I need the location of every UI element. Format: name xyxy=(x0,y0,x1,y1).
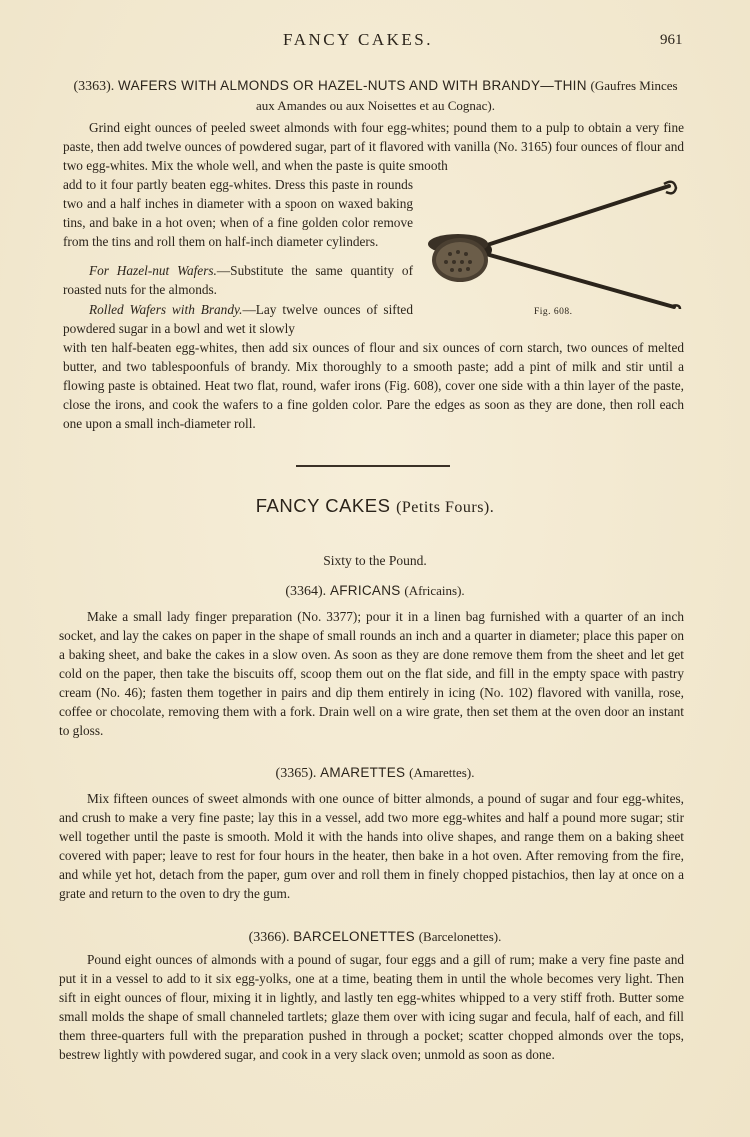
recipe-title: WAFERS WITH ALMONDS OR HAZEL-NUTS AND WITH BRANDY—THIN xyxy=(118,78,587,93)
section-title-french: (Petits Fours). xyxy=(396,499,495,516)
recipe-3366-heading xyxy=(0,929,750,946)
variant-text: —Substitute the same quantity of roasted nuts for the almonds. xyxy=(63,263,413,297)
recipe-3366-body: Pound eight ounces of almonds with a pound of sugar, four eggs and a gill of rum; make a very fine paste and put it in a vessel to add to it six egg-yolks, one at a time, beating them in until the whole becomes very light. Then sift in eight ounces of flour, mixing it in lightly, and lastly ten egg-whites whipped to a very stiff froth. Butter some small molds the shape of small channeled tartlets; glaze them over with icing sugar and fecula, half of each, and fill them three-quarters full with the preparation pushed in through a pocket; scatter chopped almonds over the tops, bestrew lightly with powdered sugar, and cook in a very slack oven; unmold as soon as done. xyxy=(59,952,684,1062)
recipe-3365-heading xyxy=(0,765,750,782)
recipe-french-title: (Africains). xyxy=(404,583,465,598)
recipe-3365-body: Mix fifteen ounces of sweet almonds with one ounce of bitter almonds, a pound of sugar and four egg-whites, and crush to make a very fine paste; lay this in a vessel, add two more egg-whites and half a pound more sugar; stir well together until the paste is smooth. Mold it with the hands into olive shapes, and range them on a baking sheet covered with paper; leave to rest for four hours in the heater, then bake in a hot oven. After removing from the fire, and while yet hot, detach from the paper, gum over and roll them in finely chopped pistachios, then lay at once on a grate and return to the oven to dry the gum. xyxy=(59,791,684,901)
section-yield: Sixty to the Pound. xyxy=(323,553,427,568)
recipe-3363-paragraph-1: Grind eight ounces of peeled sweet almonds with four egg-whites; pound them to a pulp to obtain a very fine paste, then add twelve ounces of powdered sugar, part of it flavored with vanilla (No. 3165) four ounces of flour and two egg-whites. Mix the whole well, and when the paste is quite smooth xyxy=(63,120,684,173)
recipe-3364-heading xyxy=(0,583,750,600)
recipe-french-title: (Amarettes). xyxy=(409,765,475,780)
recipe-title: AFRICANS xyxy=(329,583,401,598)
variant-text: —Lay twelve ounces of sifted powdered sugar in a bowl and wet it slowly xyxy=(63,302,413,336)
recipe-3363-brandy-variant xyxy=(63,300,413,338)
figure-caption: Fig. 608. xyxy=(534,307,573,317)
recipe-3364-body: Make a small lady finger preparation (No. 3377); pour it in a linen bag furnished with a quarter of an inch socket, and lay the cakes on paper in the shape of small rounds an inch and a quarter in diameter; place this paper on a baking sheet, and bake the cakes in a slow oven. As soon as they are done remove them from the sheet and let get cold on the paper, then take the biscuits off, scoop them out on the flat side, and fill in the empty space with pastry cream (No. 46); fasten them together in pairs and dip them entirely in icing (No. 102) flavored with vanilla, rose, coffee or chocolate, removing them with a fork. Drain well on a wire grate, then set them at the oven door an instant to gloss. xyxy=(59,609,684,738)
recipe-french-title: (Gaufres Minces aux Amandes ou aux Noisettes et au Cognac). xyxy=(256,78,678,113)
recipe-3363-heading xyxy=(63,76,688,115)
running-head xyxy=(0,30,750,54)
recipe-number: (3363). xyxy=(73,79,115,94)
section-divider xyxy=(296,465,450,467)
recipe-3363-brandy-variant-continued: with ten half-beaten egg-whites, then add six ounces of flour and six ounces of corn starch, two ounces of melted butter, and two tablespoonfuls of brandy. Mix thoroughly to a smooth paste; add a pint of milk and stir until a flowing paste is obtained. Heat two flat, round, wafer irons (Fig. 608), cover one side with a thin layer of the paste, close the irons, and cook the wafers to a fine golden color. Pare the edges as soon as they are done, then roll each one upon a small inch-diameter roll. xyxy=(63,340,684,431)
recipe-title: AMARETTES xyxy=(320,765,406,780)
recipe-title: BARCELONETTES xyxy=(293,929,415,944)
section-title-main: FANCY CAKES xyxy=(255,495,391,516)
variant-label: For Hazel-nut Wafers. xyxy=(89,263,217,278)
recipe-3363-hazelnut-variant xyxy=(63,261,413,299)
recipe-number: (3364). xyxy=(285,584,327,599)
running-title: FANCY CAKES. xyxy=(283,30,433,49)
page-number: 961 xyxy=(660,32,683,48)
recipe-number: (3366). xyxy=(248,930,290,945)
wafer-iron-illustration xyxy=(424,174,686,314)
recipe-number: (3365). xyxy=(275,766,317,781)
variant-label: Rolled Wafers with Brandy. xyxy=(89,302,243,317)
recipe-3363-paragraph-1-continued: add to it four partly beaten egg-whites. Dress this paste in rounds two and a half inches in diameter with a spoon on waxed baking tins, and bake in a hot oven; when of a fine golden color remove from the tins and roll them on half-inch diameter cylinders. xyxy=(63,177,413,249)
recipe-french-title: (Barcelonettes). xyxy=(418,929,502,944)
section-title xyxy=(0,495,750,517)
